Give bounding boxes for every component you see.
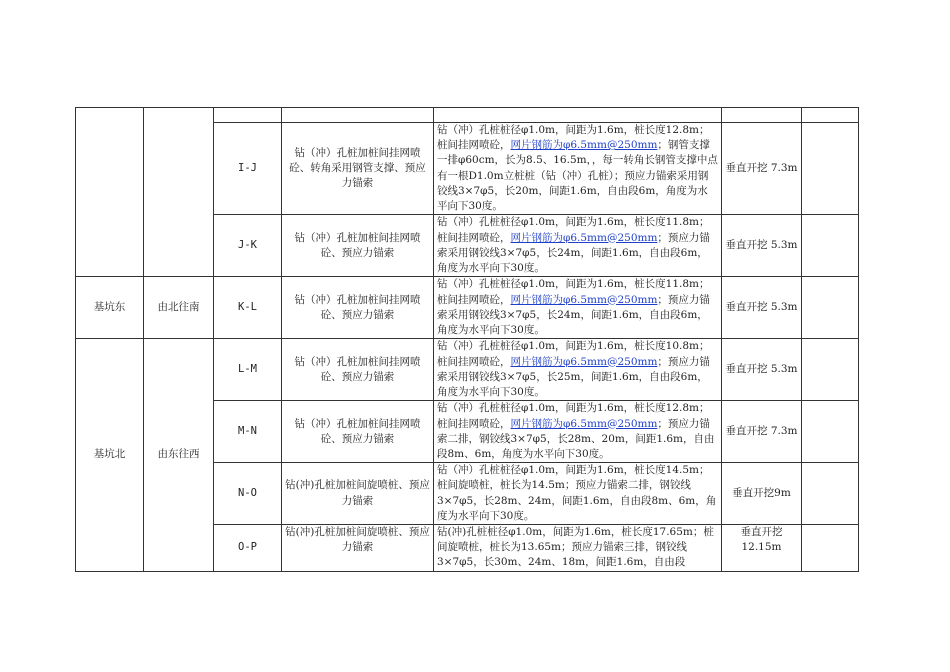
description-text: 钻（冲）孔桩桩径φ1.0m，间距为1.6m，桩长度12.8m；桩间挂网喷砼， <box>437 402 710 430</box>
cell <box>214 108 282 123</box>
cell <box>282 108 434 123</box>
description-text: 钻（冲）孔桩桩径φ1.0m，间距为1.6m，桩长度12.8m；桩间挂网喷砼， <box>437 124 710 152</box>
section-cell <box>76 108 144 277</box>
cell <box>434 108 722 123</box>
description-cell: 钻(冲)孔桩桩径φ1.0m，间距为1.6m，桩长度17.65m；桩间旋喷桩，桩长为13.65m；预应力锚索三排，钢铰线3×7φ5，长30m、24m、18m，间距1.6m，自由段 <box>434 525 722 572</box>
note-cell <box>802 339 859 401</box>
note-cell <box>802 215 859 277</box>
description-text: ；钢管支撑一排φ60cm，长为8.5、16.5m，，每一转角长钢管支撑中点有一根D1.0m立桩桩（钻（冲）孔桩）；预应力锚索采用钢铰线3×7φ5，长20m，间距1.6m，自由段6m，角度为水平向下30度。 <box>437 139 718 213</box>
method-cell: 钻（冲）孔桩加桩间挂网喷砼、预应力锚索 <box>282 277 434 339</box>
method-cell: 钻（冲）孔桩加桩间挂网喷砼、预应力锚索 <box>282 339 434 401</box>
segment-code: J-K <box>214 215 282 277</box>
direction-cell <box>144 108 214 277</box>
direction-cell: 由北往南 <box>144 277 214 339</box>
support-table <box>75 107 859 572</box>
method-cell: 钻（冲）孔桩加桩间挂网喷砼、预应力锚索 <box>282 215 434 277</box>
description-text: 钻（冲）孔桩桩径φ1.0m，间距为1.6m，桩长度11.8m；桩间挂网喷砼， <box>437 278 710 306</box>
cell <box>722 108 802 123</box>
depth-cell: 垂直开挖 12.15m <box>722 525 802 572</box>
table-row <box>76 277 859 339</box>
mesh-link[interactable]: 网片钢筋为φ6.5mm@250mm <box>510 139 658 152</box>
description-text: 钻（冲）孔桩桩径φ1.0m，间距为1.6m，桩长度10.8m；桩间挂网喷砼， <box>437 340 710 368</box>
segment-code: I-J <box>214 123 282 215</box>
section-cell: 基坑东 <box>76 277 144 339</box>
description-cell: 钻（冲）孔桩桩径φ1.0m，间距为1.6m，桩长度14.5m；桩间旋喷桩，桩长为14.5m；预应力锚索二排，钢铰线3×7φ5，长28m、24m，间距1.6m，自由段8m、6m，角度为水平向下30度。 <box>434 463 722 525</box>
description-cell <box>434 339 722 401</box>
note-cell <box>802 401 859 463</box>
note-cell <box>802 123 859 215</box>
description-cell <box>434 123 722 215</box>
description-cell <box>434 277 722 339</box>
description-text: ；预应力锚索采用钢铰线3×7φ5，长24m，间距1.6m，自由段6m，角度为水平向下30度。 <box>437 293 710 336</box>
section-cell: 基坑北 <box>76 339 144 571</box>
method-cell: 钻（冲）孔桩加桩间挂网喷砼、转角采用钢管支撑、预应力锚索 <box>282 123 434 215</box>
mesh-link[interactable]: 网片钢筋为φ6.5mm@250mm <box>510 417 658 430</box>
method-cell: 钻（冲）孔桩加桩间挂网喷砼、预应力锚索 <box>282 401 434 463</box>
note-cell <box>802 525 859 572</box>
depth-cell: 垂直开挖 7.3m <box>722 401 802 463</box>
depth-cell: 垂直开挖 7.3m <box>722 123 802 215</box>
depth-cell: 垂直开挖9m <box>722 463 802 525</box>
direction-cell: 由东往西 <box>144 339 214 571</box>
description-text: ；预应力锚索采用钢铰线3×7φ5，长25m，间距1.6m，自由段6m，角度为水平向下30度。 <box>437 355 710 398</box>
mesh-link[interactable]: 网片钢筋为φ6.5mm@250mm <box>510 293 658 306</box>
description-text: ；预应力锚索二排，钢铰线3×7φ5，长28m、20m，间距1.6m，自由段8m、6m，角度为水平向下30度。 <box>437 417 715 460</box>
segment-code: M-N <box>214 401 282 463</box>
description-text: 钻（冲）孔桩桩径φ1.0m，间距为1.6m，桩长度11.8m；桩间挂网喷砼， <box>437 216 710 244</box>
method-cell: 钻(冲)孔桩加桩间旋喷桩、预应力锚索 <box>282 463 434 525</box>
description-cell <box>434 401 722 463</box>
depth-cell: 垂直开挖 5.3m <box>722 277 802 339</box>
depth-cell: 垂直开挖 5.3m <box>722 339 802 401</box>
segment-code: O-P <box>214 525 282 572</box>
cell <box>802 108 859 123</box>
table-row <box>76 339 859 401</box>
table-row <box>76 108 859 123</box>
depth-cell: 垂直开挖 5.3m <box>722 215 802 277</box>
note-cell <box>802 277 859 339</box>
note-cell <box>802 463 859 525</box>
method-cell: 钻(冲)孔桩加桩间旋喷桩、预应力锚索 <box>282 525 434 572</box>
description-cell <box>434 215 722 277</box>
description-text: ；预应力锚索采用钢铰线3×7φ5，长24m，间距1.6m，自由段6m，角度为水平向下30度。 <box>437 231 710 274</box>
mesh-link[interactable]: 网片钢筋为φ6.5mm@250mm <box>510 355 658 368</box>
segment-code: N-O <box>214 463 282 525</box>
segment-code: K-L <box>214 277 282 339</box>
segment-code: L-M <box>214 339 282 401</box>
mesh-link[interactable]: 网片钢筋为φ6.5mm@250mm <box>510 231 658 244</box>
